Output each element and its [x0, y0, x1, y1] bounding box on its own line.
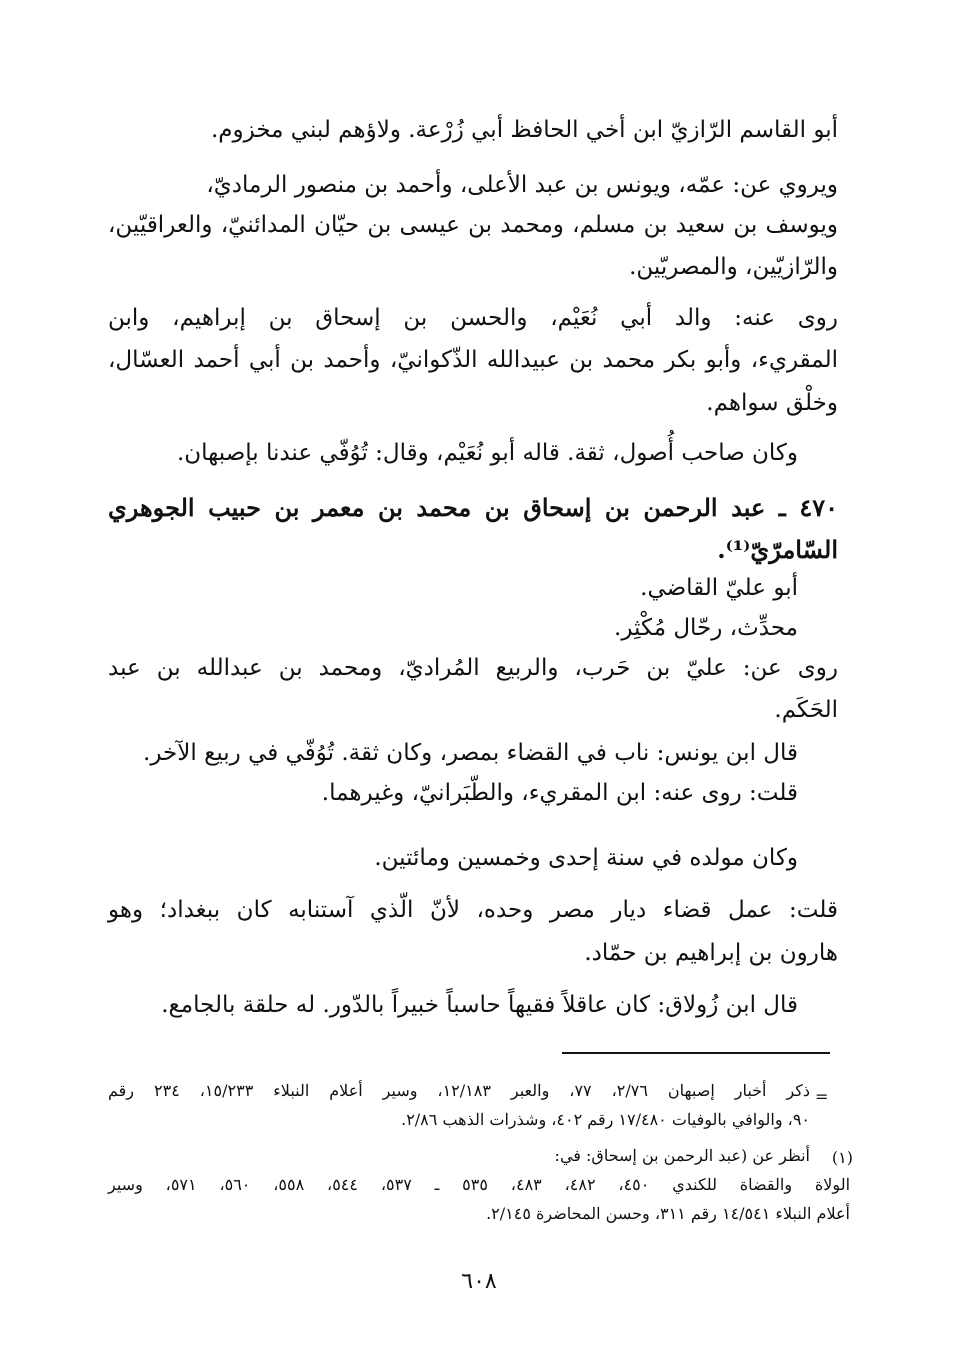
body-line: وكان مولده في سنة إحدى وخمسين ومائتين.	[374, 845, 798, 871]
body-line: روى عن: عليّ بن حَرب، والربيع المُراديّ، ومحمد بن عبدالله بن عبد	[108, 655, 838, 681]
footnote-number: (١)	[831, 1148, 853, 1167]
body-line: أبو عليّ القاضي.	[640, 575, 798, 601]
body-line: قلت: روى عنه: ابن المقريء، والطّبَرانيّ، وغيرهما.	[321, 780, 798, 806]
page-number: ٦٠٨	[461, 1269, 497, 1294]
footnote-line: أعلام النبلاء ١٤/٥٤١ رقم ٣١١، وحسن المحاضرة ٢/١٤٥.	[486, 1204, 850, 1223]
footnote-line: ٩٠، والوافي بالوفيات ١٧/٤٨٠ رقم ٤٠٢، وشذرات الذهب ٢/٨٦.	[401, 1110, 810, 1129]
body-line: وخلْق سواهم.	[706, 390, 838, 416]
body-line: هارون بن إبراهيم بن حمّاد.	[584, 940, 838, 966]
footnote-separator	[562, 1052, 830, 1054]
body-line: قلت: عمل قضاء ديار مصر وحده، لأنّ الّذي آستنابه كان ببغداد؛ وهو	[108, 897, 838, 923]
entry-heading-continued: السّامرّيّ⁽¹⁾.	[717, 535, 838, 564]
body-line: روى عنه: والد أبي نُعَيْم، والحسن بن إسحاق بن إبراهيم، وابن	[108, 305, 838, 331]
footnote-line: ذكر أخبار إصبهان ٢/٧٦، ٧٧، والعبر ١٢/١٨٣، وسير أعلام النبلاء ١٥/٢٣٣، ٢٣٤ رقم	[108, 1081, 811, 1100]
body-line: أبو القاسم الرّازيّ ابن أخي الحافظ أبي زُرْعة. ولاؤهم لبني مخزوم.	[210, 117, 838, 143]
entry-heading: ٤٧٠ ـ عبد الرحمن بن إسحاق بن محمد بن معمر بن حبيب الجوهري	[108, 493, 838, 522]
footnote-line: الولاة والقضاة للكندي ٤٥٠، ٤٨٢، ٤٨٣، ٥٣٥ ـ ٥٣٧، ٥٤٤، ٥٥٨، ٥٦٠، ٥٧١، وسير	[108, 1175, 851, 1194]
body-line: محدِّث، رحّال مُكْثِر.	[614, 615, 798, 641]
footnote-continuation-marker: =	[815, 1087, 829, 1106]
body-line: قال ابن يونس: ناب في القضاء بمصر، وكان ثقة. تُوُفّي في ربيع الآخر.	[143, 740, 798, 766]
body-line: ويوسف بن سعيد بن مسلم، ومحمد بن عيسى بن حيّان المدائنيّ، والعراقيّين،	[108, 212, 838, 238]
body-line: قال ابن زُولاق: كان عاقلاً فقيهاً حاسباً خبيراً بالدّور. له حلقة بالجامع.	[161, 992, 798, 1018]
footnote-line: أنظر عن (عبد الرحمن بن إسحاق: في:	[554, 1146, 810, 1165]
body-line: ويروي عن: عمّه، ويونس بن عبد الأعلى، وأحمد بن منصور الرماديّ،	[206, 172, 838, 198]
body-line: وكان صاحب أُصول، ثقة. قاله أبو نُعَيْم، وقال: تُوُفّي عندنا بإصبهان.	[176, 440, 798, 466]
body-line: المقريء، وأبو بكر محمد بن عبيدالله الذّكوانيّ، وأحمد بن أبي أحمد العسّال،	[108, 347, 838, 373]
body-line: الحَكَم.	[774, 697, 838, 723]
body-line: والرّازيّين، والمصريّين.	[629, 254, 838, 280]
